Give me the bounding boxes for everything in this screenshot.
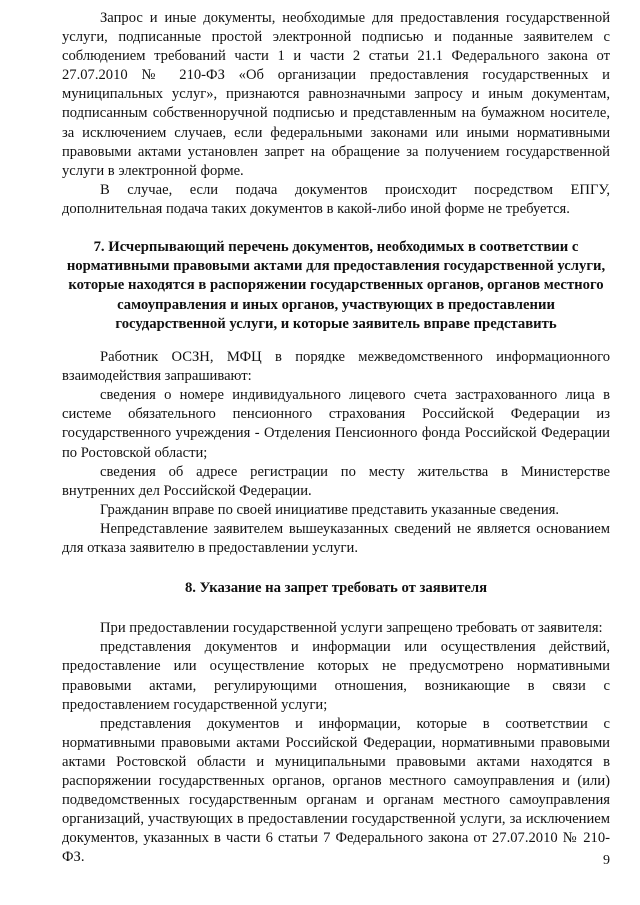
intro-paragraph: Запрос и иные документы, необходимые для предоставления государственной услуги, подписанные простой электронной подписью и поданные заявителем с соблюдением требований части 1 и части 2 статьи 21.1 Федерального закона от 27.07.2010 № 210-ФЗ «Об организации предоставления государственных и муниципальных услуг», признаются равнозначными запросу и иным документам, подписанным собственноручной подписью и представленным на бумажном носителе, за исключением случаев, если федеральными законами или иными нормативными правовыми актами установлен запрет на обращение за получением государственной услуги в электронной форме. [62, 10, 610, 179]
section-8-heading: 8. Указание на запрет требовать от заявителя [184, 580, 488, 597]
section-8-paragraph: При предоставлении государственной услуги запрещено требовать от заявителя: [100, 620, 603, 637]
section-7-heading: 7. Исчерпывающий перечень документов, необходимых в соответствии с нормативными правовыми актами для предоставления государственной услуги, которые находятся в распоряжении государственных органов, органов местного самоуправления и иных органов, участвующих в предоставлении государственной услуги, и которые заявитель вправе представить [66, 239, 606, 332]
section-7-paragraph: сведения о номере индивидуального лицевого счета застрахованного лица в системе обязательного пенсионного страхования Российской Федерации из государственного учреждения - Отделения Пенсионного фонда Российской Федерации по Ростовской области; [62, 387, 610, 461]
section-8-paragraph: представления документов и информации, которые в соответствии с нормативными правовыми актами Российской Федерации, нормативными правовыми актами Ростовской области и муниципальными правовыми актами находятся в распоряжении государственных органов, органов местного самоуправления и (или) подведомственных государственным органам и органам местного самоуправления организаций, участвующих в предоставлении государственной услуги, за исключением документов, указанных в части 6 статьи 7 Федерального закона от 27.07.2010 № 210-ФЗ. [62, 715, 610, 866]
section-7-paragraph: Непредставление заявителем вышеуказанных сведений не является основанием для отказа заявителю в предоставлении услуги. [62, 520, 610, 556]
section-7-paragraph: сведения об адресе регистрации по месту жительства в Министерстве внутренних дел Российской Федерации. [62, 463, 610, 499]
intro-paragraph: В случае, если подача документов происходит посредством ЕПГУ, дополнительная подача таких документов в какой-либо иной форме не требуется. [62, 181, 610, 217]
section-8-paragraph: представления документов и информации или осуществления действий, предоставление или осуществление которых не предусмотрено нормативными правовыми актами, регулирующими отношения, возникающие в связи с предоставлением государственной услуги; [62, 639, 610, 713]
document-page [62, 9, 610, 868]
section-7-paragraph: Работник ОСЗН, МФЦ в порядке межведомственного информационного взаимодействия запрашивают: [62, 349, 610, 385]
page-number: 9 [603, 853, 610, 868]
section-7-paragraph: Гражданин вправе по своей инициативе представить указанные сведения. [100, 501, 560, 518]
